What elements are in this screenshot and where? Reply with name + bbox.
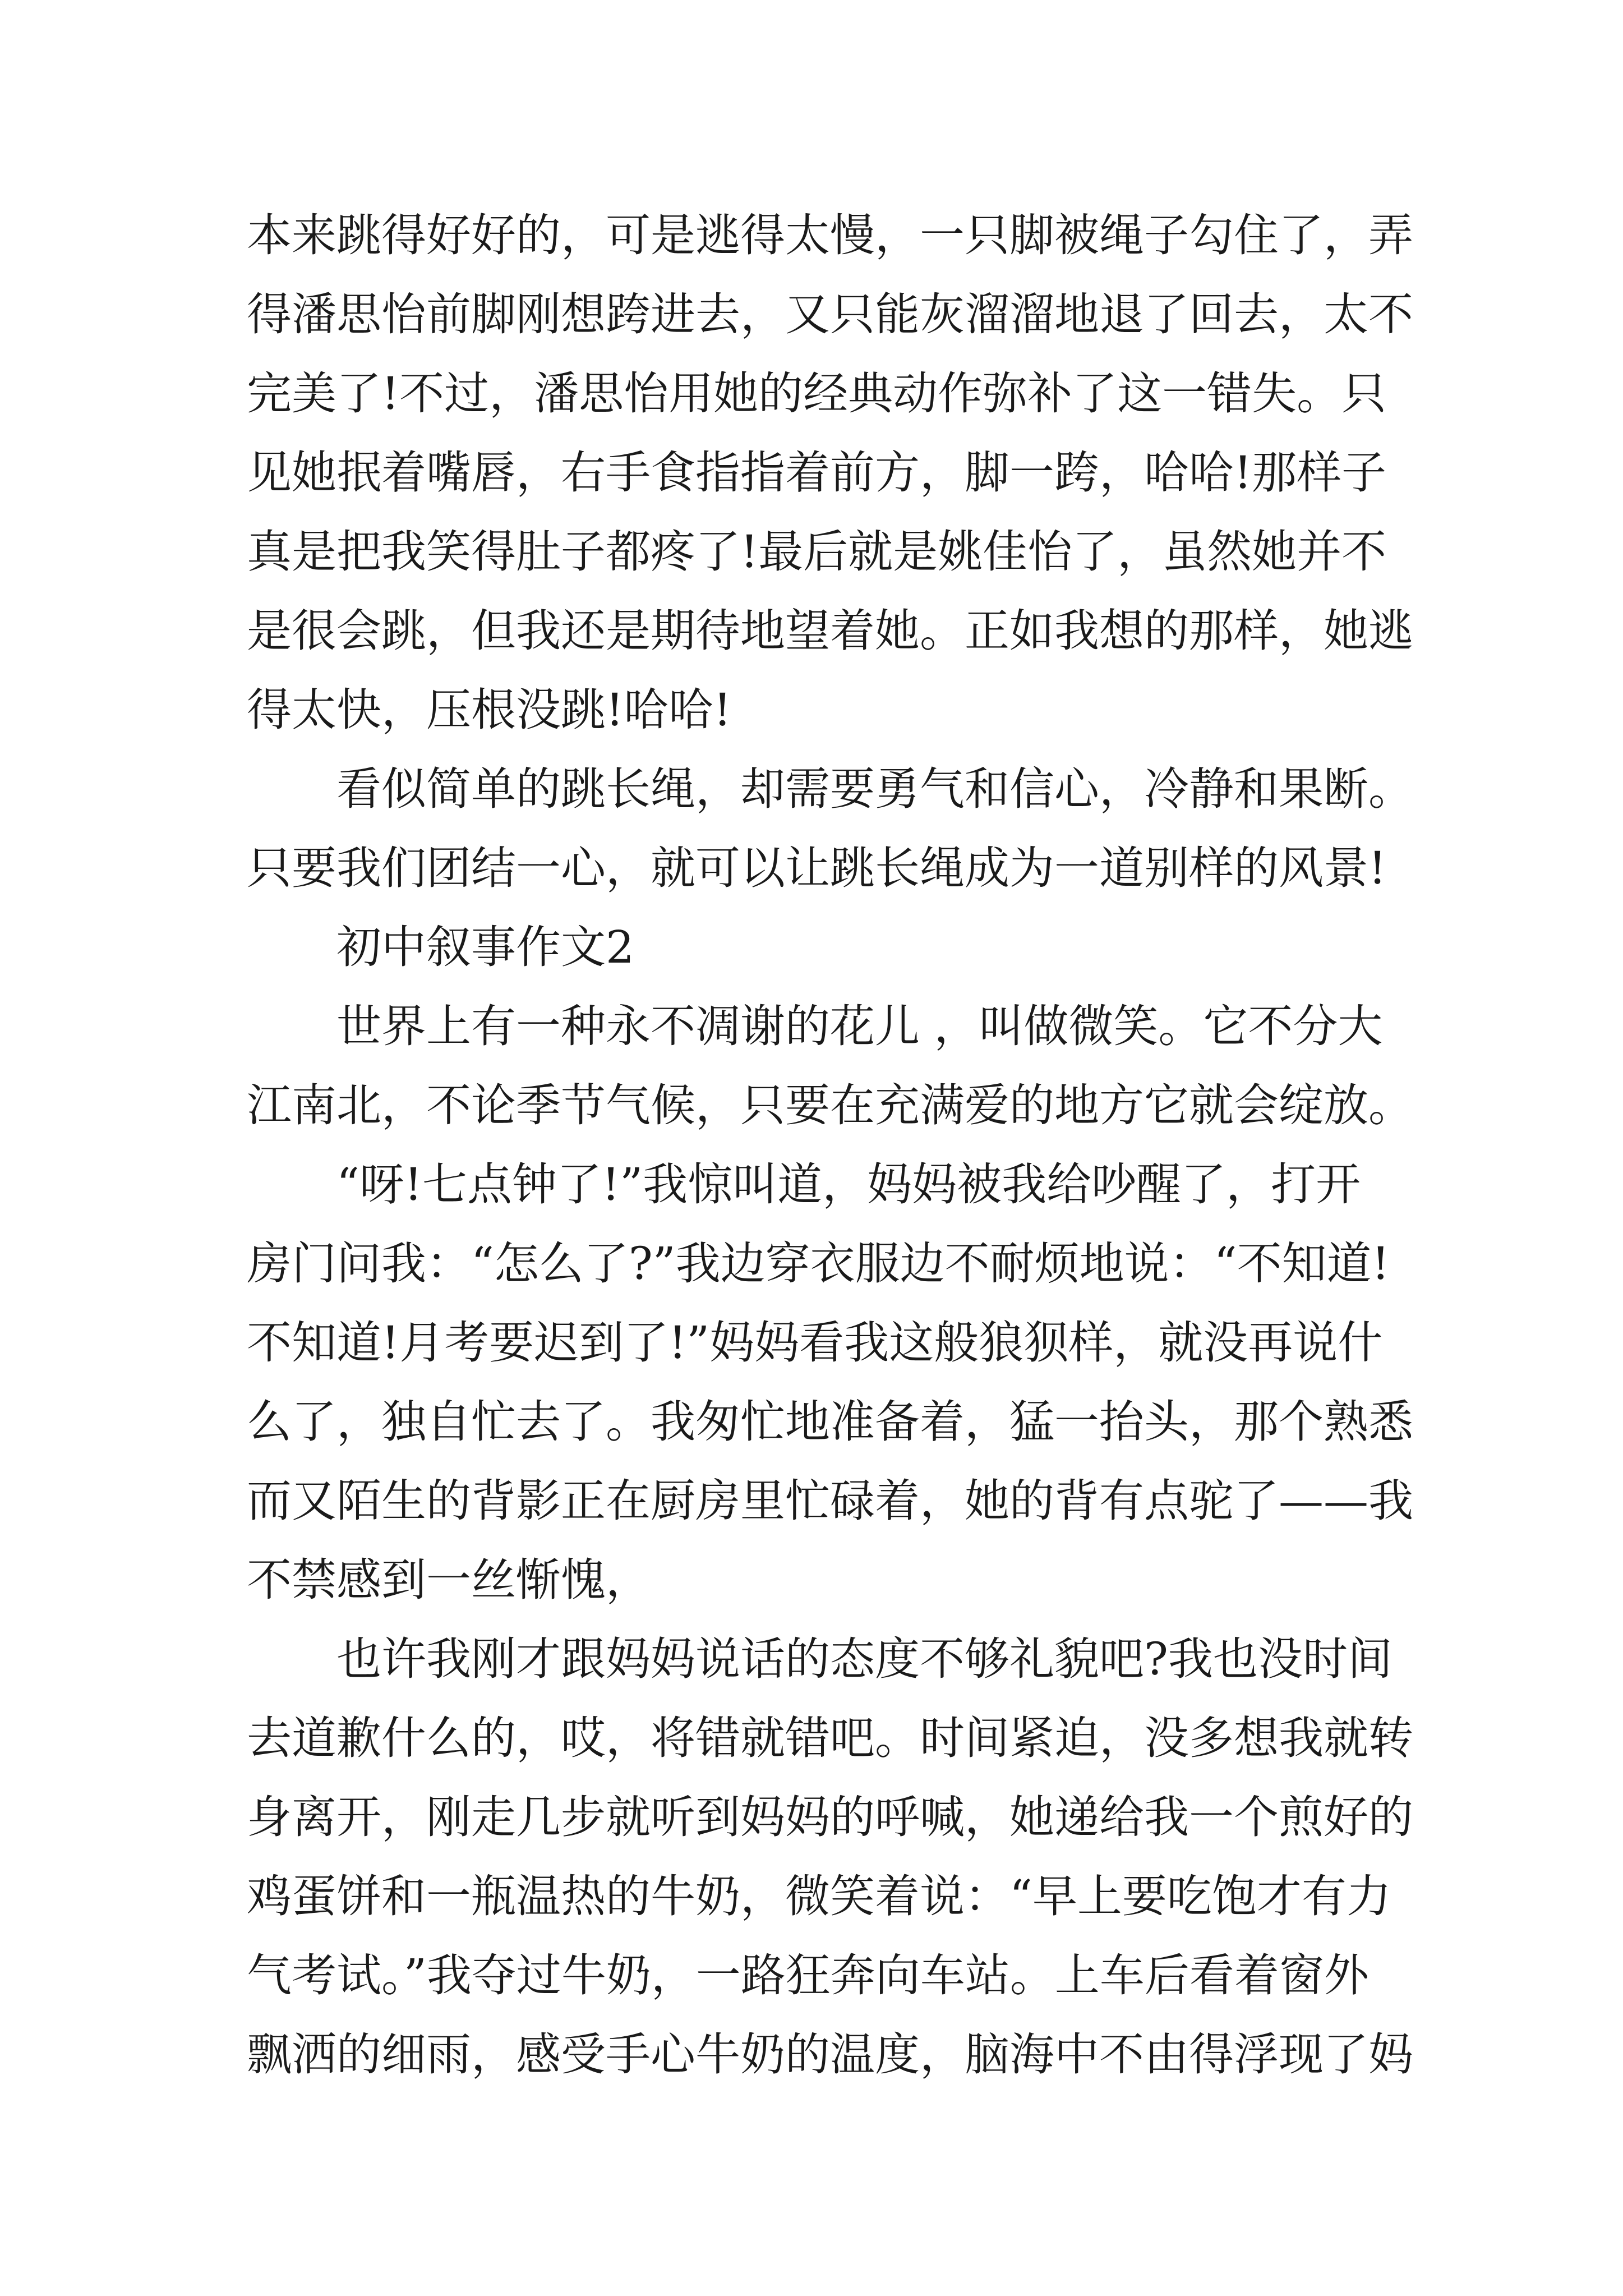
section-heading: 初中叙事作文2	[336, 921, 634, 973]
text-line: 见她抿着嘴唇，右手食指指着前方，脚一跨，哈哈!那样子	[247, 447, 1387, 499]
text-line: 江南北，不论季节气候，只要在充满爱的地方它就会绽放。	[247, 1079, 1413, 1131]
text-line: 不禁感到一丝惭愧，	[247, 1554, 651, 1606]
text-line: 本来跳得好好的，可是逃得太慢，一只脚被绳子勾住了，弄	[247, 209, 1413, 261]
text-line: 真是把我笑得肚子都疼了!最后就是姚佳怡了，虽然她并不	[247, 526, 1387, 578]
text-line: 看似简单的跳长绳，却需要勇气和信心，冷静和果断。	[336, 763, 1413, 815]
text-line: 鸡蛋饼和一瓶温热的牛奶，微笑着说：“早上要吃饱才有力	[247, 1870, 1391, 1922]
text-line: 完美了!不过，潘思怡用她的经典动作弥补了这一错失。只	[247, 367, 1387, 420]
text-line: 不知道!月考要迟到了!”妈妈看我这般狼狈样，就没再说什	[247, 1317, 1383, 1369]
text-line: 只要我们团结一心，就可以让跳长绳成为一道别样的风景!	[247, 842, 1387, 894]
text-line: 而又陌生的背影正在厨房里忙碌着，她的背有点驼了——我	[247, 1475, 1413, 1527]
text-line: 飘洒的细雨，感受手心牛奶的温度，脑海中不由得浮现了妈	[247, 2028, 1413, 2081]
text-line: 么了，独自忙去了。我匆忙地准备着，猛一抬头，那个熟悉	[247, 1396, 1413, 1448]
text-line: 世界上有一种永不凋谢的花儿 ，叫做微笑。它不分大	[336, 1000, 1383, 1052]
text-line: 是很会跳，但我还是期待地望着她。正如我想的那样，她逃	[247, 605, 1413, 657]
text-line: 房门问我：“怎么了?”我边穿衣服边不耐烦地说：“不知道!	[247, 1237, 1390, 1290]
text-line: 也许我刚才跟妈妈说话的态度不够礼貌吧?我也没时间	[336, 1633, 1393, 1685]
text-line: 得太快，压根没跳!哈哈!	[247, 684, 732, 736]
text-line: 气考试。”我夺过牛奶，一路狂奔向车站。上车后看着窗外	[247, 1949, 1369, 2001]
text-line: 得潘思怡前脚刚想跨进去，又只能灰溜溜地退了回去，太不	[247, 288, 1413, 341]
text-line: “呀!七点钟了!”我惊叫道，妈妈被我给吵醒了，打开	[336, 1158, 1361, 1211]
text-line: 去道歉什么的，哎，将错就错吧。时间紧迫，没多想我就转	[247, 1712, 1413, 1764]
text-line: 身离开，刚走几步就听到妈妈的呼喊，她递给我一个煎好的	[247, 1791, 1413, 1843]
